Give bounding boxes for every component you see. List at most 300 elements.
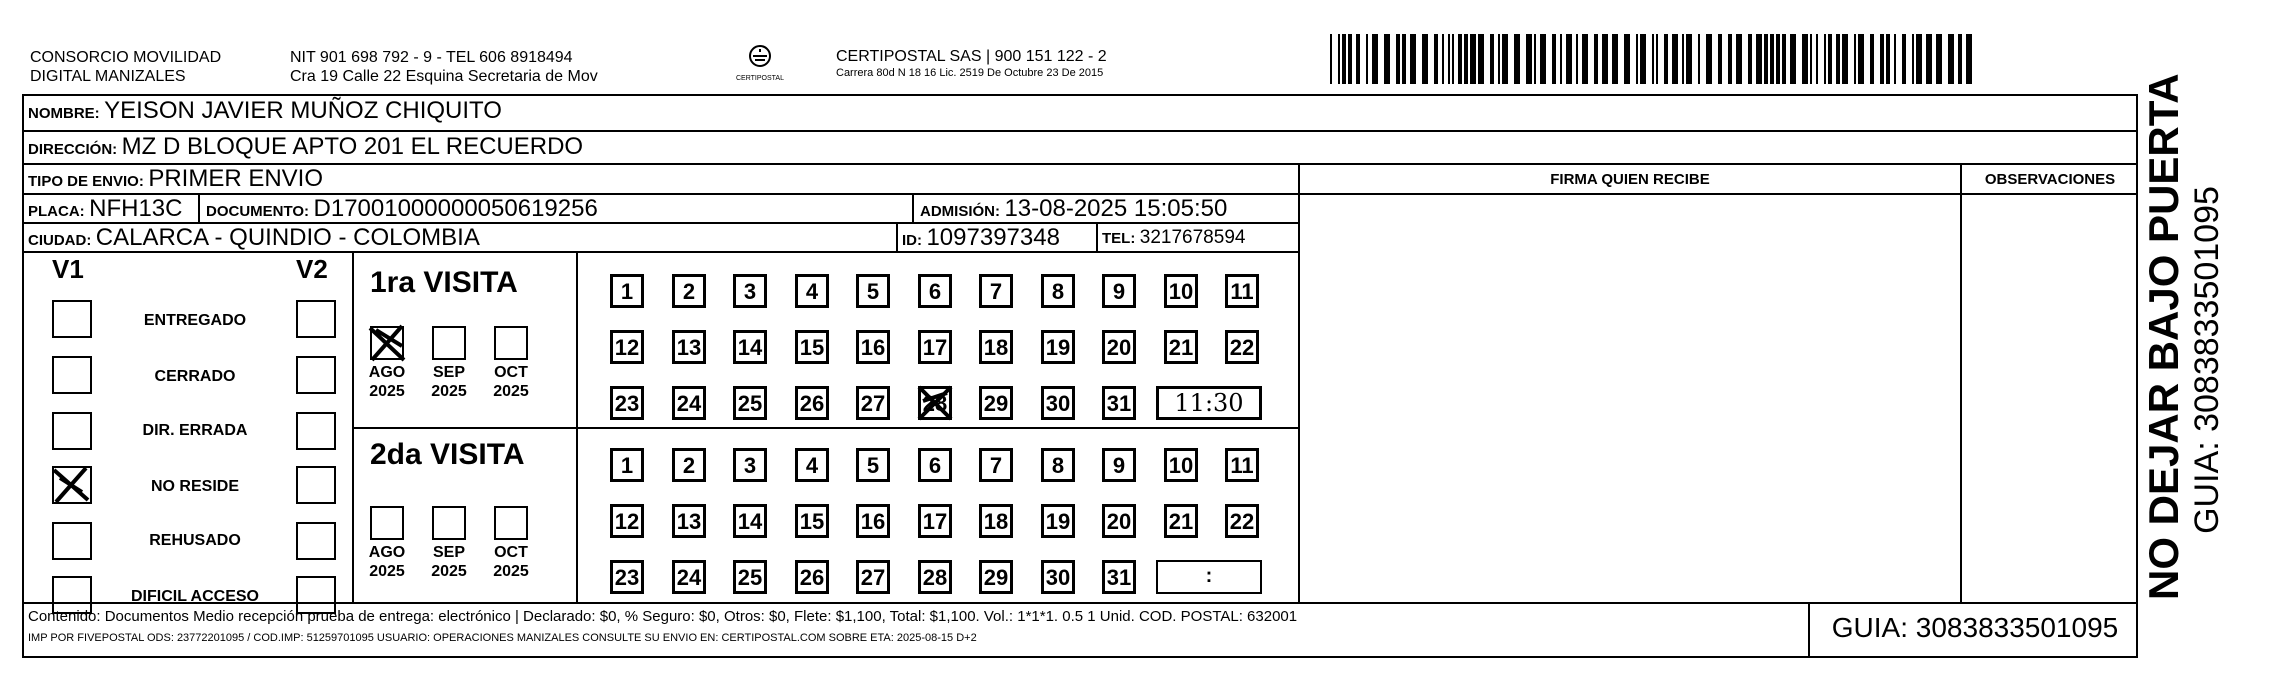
barcode-bar xyxy=(1624,34,1630,84)
barcode-bar xyxy=(1514,34,1520,84)
barcode-bar xyxy=(1602,34,1608,84)
day-number: 3 xyxy=(743,453,757,478)
certi-line1: CERTIPOSTAL SAS | 900 151 122 - 2 xyxy=(836,48,1107,65)
day-checkbox[interactable] xyxy=(918,448,952,482)
barcode-bar xyxy=(1442,34,1444,84)
day-number: 31 xyxy=(1106,391,1132,416)
day-checkbox[interactable] xyxy=(795,560,829,594)
v1-checkbox[interactable] xyxy=(52,522,92,560)
day-number: 1 xyxy=(620,279,634,304)
day-number: 27 xyxy=(860,391,886,416)
day-checkbox[interactable] xyxy=(733,560,767,594)
day-checkbox[interactable] xyxy=(795,386,829,420)
admision-row xyxy=(920,195,1227,223)
barcode-bar xyxy=(1410,34,1416,84)
day-checkbox[interactable] xyxy=(918,560,952,594)
day-checkbox[interactable] xyxy=(733,386,767,420)
side-banner xyxy=(2140,73,2250,600)
month-label xyxy=(362,363,412,401)
check-mark-icon xyxy=(915,383,955,423)
barcode-bar xyxy=(1958,34,1962,84)
day-checkbox[interactable] xyxy=(1225,448,1259,482)
footer-content: Contenido: Documentos Medio recepción prueba de entrega: electrónico | Declarado: $0, % Seguro: $0, Otros: $0, Flete: $1,100, Total: $1,100. Vol.: 1*1*1. 0.5 1 Unid. COD. POSTAL: 632001 xyxy=(28,608,1298,625)
day-number: 11 xyxy=(1230,453,1254,478)
month-year: 2025 xyxy=(369,383,405,400)
barcode-bar xyxy=(1816,34,1818,84)
placa-value: NFH13C xyxy=(89,195,183,222)
month-label xyxy=(486,363,536,401)
ciudad-row xyxy=(28,224,480,252)
v1-checkbox[interactable] xyxy=(52,412,92,450)
direccion-label: DIRECCIÓN: xyxy=(28,141,118,158)
id-label: ID: xyxy=(902,232,922,249)
barcode-bar xyxy=(1802,34,1808,84)
day-checkbox[interactable] xyxy=(1041,274,1075,308)
day-checkbox[interactable] xyxy=(795,274,829,308)
day-checkbox[interactable] xyxy=(733,274,767,308)
month-name: AGO xyxy=(368,544,406,561)
day-checkbox[interactable] xyxy=(610,274,644,308)
barcode-bar xyxy=(1916,34,1922,84)
side-big-text: NO DEJAR BAJO PUERTA xyxy=(2140,73,2187,600)
barcode-bar xyxy=(1470,34,1476,84)
barcode-bar xyxy=(1682,34,1684,84)
footer-guia: GUIA: 3083833501095 xyxy=(1831,612,2119,643)
day-checkbox[interactable] xyxy=(1102,448,1136,482)
month-label xyxy=(362,543,412,581)
day-number: 21 xyxy=(1168,335,1194,360)
day-checkbox[interactable] xyxy=(856,274,890,308)
tel-row xyxy=(1102,227,1245,249)
barcode-bar xyxy=(1870,34,1874,84)
month-label xyxy=(424,363,474,401)
barcode-bar xyxy=(1886,34,1890,84)
barcode-bar xyxy=(1560,34,1562,84)
barcode-bar xyxy=(1810,34,1812,84)
barcode-bar xyxy=(1384,34,1390,84)
day-checkbox[interactable] xyxy=(856,448,890,482)
barcode-bar xyxy=(1842,34,1848,84)
day-number: 13 xyxy=(676,509,702,534)
v2-checkbox[interactable] xyxy=(296,412,336,450)
day-checkbox[interactable] xyxy=(1102,330,1136,364)
status-label: ENTREGADO xyxy=(143,312,247,329)
day-number: 19 xyxy=(1045,335,1071,360)
barcode-bar xyxy=(1902,34,1906,84)
day-number: 15 xyxy=(799,509,825,534)
day-number: 22 xyxy=(1229,335,1255,360)
nombre-value: YEISON JAVIER MUÑOZ CHIQUITO xyxy=(104,97,502,124)
day-checkbox[interactable] xyxy=(918,274,952,308)
day-checkbox[interactable] xyxy=(856,504,890,538)
barcode-bar xyxy=(1526,34,1532,84)
month-name: OCT xyxy=(494,364,528,381)
barcode-bar xyxy=(1342,34,1346,84)
day-checkbox[interactable] xyxy=(979,560,1013,594)
check-mark-icon xyxy=(50,464,90,504)
day-number: 30 xyxy=(1045,565,1071,590)
day-checkbox[interactable] xyxy=(610,386,644,420)
day-number: 9 xyxy=(1112,453,1126,478)
day-number: 13 xyxy=(676,335,702,360)
day-number: 23 xyxy=(614,391,640,416)
barcode-bar xyxy=(1706,34,1712,84)
day-number: 26 xyxy=(799,391,825,416)
tel-value: 3217678594 xyxy=(1139,227,1246,248)
day-checkbox[interactable] xyxy=(610,560,644,594)
day-checkbox[interactable] xyxy=(979,386,1013,420)
day-checkbox[interactable] xyxy=(1102,560,1136,594)
month-year: 2025 xyxy=(493,563,529,580)
day-number: 18 xyxy=(983,509,1009,534)
placa-row xyxy=(28,195,182,223)
day-checkbox[interactable] xyxy=(733,504,767,538)
barcode-bar xyxy=(1686,34,1692,84)
barcode-bar xyxy=(1664,34,1668,84)
barcode-bar xyxy=(1880,34,1884,84)
barcode-bar xyxy=(1534,34,1536,84)
day-number: 5 xyxy=(866,279,880,304)
id-value: 1097397348 xyxy=(926,224,1060,251)
day-checkbox[interactable] xyxy=(1041,448,1075,482)
day-number: 6 xyxy=(928,453,942,478)
day-checkbox[interactable] xyxy=(918,504,952,538)
barcode-bar xyxy=(1824,34,1826,84)
barcode-bar xyxy=(1640,34,1646,84)
ciudad-value: CALARCA - QUINDIO - COLOMBIA xyxy=(95,224,480,251)
day-number: 26 xyxy=(799,565,825,590)
barcode-bar xyxy=(1452,34,1454,84)
day-checkbox[interactable] xyxy=(918,386,952,420)
barcode-bar xyxy=(1540,34,1546,84)
day-number: 27 xyxy=(860,565,886,590)
day-number: 2 xyxy=(682,453,696,478)
month-name: AGO xyxy=(368,364,406,381)
day-number: 2 xyxy=(682,279,696,304)
barcode-bar xyxy=(1966,34,1972,84)
day-number: 19 xyxy=(1045,509,1071,534)
day-number: 17 xyxy=(922,335,948,360)
barcode-bar xyxy=(1356,34,1360,84)
footer-imp: IMP POR FIVEPOSTAL ODS: 23772201095 / COD.IMP: 51259701095 USUARIO: OPERACIONES MANIZALES CONSULTE SU ENVIO EN: CERTIPOSTAL.COM SOBRE ETA: 2025-08-15 D+2 xyxy=(28,632,977,644)
day-checkbox[interactable] xyxy=(918,330,952,364)
day-checkbox[interactable] xyxy=(1102,386,1136,420)
day-number: 24 xyxy=(676,565,702,590)
documento-value: D17001000000050619256 xyxy=(313,195,598,222)
day-number: 20 xyxy=(1106,335,1132,360)
day-number: 8 xyxy=(1051,453,1065,478)
day-number: 25 xyxy=(737,565,763,590)
day-checkbox[interactable] xyxy=(979,504,1013,538)
barcode-bar xyxy=(1828,34,1832,84)
day-checkbox[interactable] xyxy=(1041,504,1075,538)
barcode-bar xyxy=(1566,34,1572,84)
v2-header: V2 xyxy=(296,254,328,284)
day-checkbox[interactable] xyxy=(856,386,890,420)
tipo-label: TIPO DE ENVIO: xyxy=(28,173,144,190)
month-name: SEP xyxy=(432,544,465,561)
barcode xyxy=(1330,34,1976,84)
month-checkbox[interactable] xyxy=(370,506,404,540)
barcode-bar xyxy=(1836,34,1840,84)
v1-header: V1 xyxy=(52,254,84,284)
barcode-bar xyxy=(1434,34,1438,84)
barcode-bar xyxy=(1736,34,1742,84)
day-number: 28 xyxy=(922,391,948,416)
day-checkbox[interactable] xyxy=(979,330,1013,364)
documento-label: DOCUMENTO: xyxy=(206,203,310,220)
day-checkbox[interactable] xyxy=(1164,504,1198,538)
month-checkbox[interactable] xyxy=(432,326,466,360)
day-checkbox[interactable] xyxy=(979,448,1013,482)
day-checkbox[interactable] xyxy=(856,560,890,594)
month-label xyxy=(486,543,536,581)
day-checkbox[interactable] xyxy=(1041,330,1075,364)
day-checkbox[interactable] xyxy=(672,330,706,364)
day-number: 5 xyxy=(866,453,880,478)
month-checkbox[interactable] xyxy=(432,506,466,540)
barcode-bar xyxy=(1770,34,1774,84)
day-number: 21 xyxy=(1168,509,1194,534)
day-number: 24 xyxy=(676,391,702,416)
day-number: 30 xyxy=(1045,391,1071,416)
v1-checkbox[interactable] xyxy=(52,356,92,394)
direccion-row xyxy=(28,133,583,161)
day-number: 14 xyxy=(737,509,763,534)
day-checkbox[interactable] xyxy=(795,448,829,482)
barcode-bar xyxy=(1756,34,1762,84)
month-year: 2025 xyxy=(431,383,467,400)
v2-checkbox[interactable] xyxy=(296,356,336,394)
col-divider xyxy=(896,222,898,252)
barcode-bar xyxy=(1576,34,1578,84)
day-number: 28 xyxy=(922,565,948,590)
visit1-title: 1ra VISITA xyxy=(370,266,518,299)
visit2-time-box[interactable]: : xyxy=(1156,560,1262,594)
day-checkbox[interactable] xyxy=(1164,330,1198,364)
day-checkbox[interactable] xyxy=(795,504,829,538)
barcode-bar xyxy=(1348,34,1352,84)
day-number: 29 xyxy=(983,391,1009,416)
day-checkbox[interactable] xyxy=(795,330,829,364)
day-checkbox[interactable] xyxy=(1102,274,1136,308)
day-checkbox[interactable] xyxy=(610,504,644,538)
v1-checkbox[interactable] xyxy=(52,466,92,504)
month-checkbox[interactable] xyxy=(494,506,528,540)
firma-header: FIRMA QUIEN RECIBE xyxy=(1550,171,1710,188)
month-label xyxy=(424,543,474,581)
month-year: 2025 xyxy=(369,563,405,580)
nombre-label: NOMBRE: xyxy=(28,105,100,122)
barcode-bar xyxy=(1448,34,1450,84)
day-number: 6 xyxy=(928,279,942,304)
check-mark-icon xyxy=(368,324,408,364)
barcode-bar xyxy=(1402,34,1406,84)
barcode-bar xyxy=(1728,34,1732,84)
barcode-bar xyxy=(1498,34,1500,84)
day-checkbox[interactable] xyxy=(1041,386,1075,420)
day-number: 12 xyxy=(614,509,640,534)
day-checkbox[interactable] xyxy=(610,448,644,482)
day-number: 18 xyxy=(983,335,1009,360)
tipo-row xyxy=(28,165,323,193)
barcode-bar xyxy=(1698,34,1700,84)
row-divider xyxy=(22,130,2138,132)
tipo-value: PRIMER ENVIO xyxy=(148,165,324,192)
barcode-bar xyxy=(1894,34,1896,84)
col-divider xyxy=(198,193,200,223)
day-checkbox[interactable] xyxy=(672,274,706,308)
barcode-bar xyxy=(1330,34,1332,84)
day-checkbox[interactable] xyxy=(733,448,767,482)
status-label: DIFICIL ACCESO xyxy=(130,588,259,605)
tel-label: TEL: xyxy=(1102,230,1136,247)
day-number: 16 xyxy=(860,335,886,360)
day-number: 11 xyxy=(1230,279,1254,304)
admision-label: ADMISIÓN: xyxy=(920,203,1000,220)
barcode-bar xyxy=(1464,34,1468,84)
col-divider xyxy=(1298,163,1300,604)
barcode-bar xyxy=(1458,34,1462,84)
nit-line1: NIT 901 698 792 - 9 - TEL 606 8918494 xyxy=(290,49,573,66)
barcode-bar xyxy=(1490,34,1494,84)
visit2-title: 2da VISITA xyxy=(370,438,525,471)
status-label: DIR. ERRADA xyxy=(142,422,248,439)
day-checkbox[interactable] xyxy=(1225,504,1259,538)
row-divider xyxy=(22,163,2138,165)
day-checkbox[interactable] xyxy=(1164,274,1198,308)
barcode-bar xyxy=(1790,34,1796,84)
id-row xyxy=(902,224,1060,252)
v2-checkbox[interactable] xyxy=(296,300,336,338)
month-year: 2025 xyxy=(493,383,529,400)
month-name: SEP xyxy=(432,364,465,381)
day-number: 1 xyxy=(620,453,634,478)
visit1-time-box[interactable]: 11:30 xyxy=(1156,386,1262,420)
barcode-bar xyxy=(1612,34,1618,84)
row-divider xyxy=(22,602,2138,604)
day-number: 31 xyxy=(1106,565,1132,590)
day-number: 9 xyxy=(1112,279,1126,304)
day-checkbox[interactable] xyxy=(672,560,706,594)
barcode-bar xyxy=(1718,34,1722,84)
company-line2: DIGITAL MANIZALES xyxy=(30,68,186,85)
certi-line2: Carrera 80d N 18 16 Lic. 2519 De Octubre 23 De 2015 xyxy=(836,67,1104,79)
status-label: NO RESIDE xyxy=(150,478,239,495)
placa-label: PLACA: xyxy=(28,203,85,220)
col-divider xyxy=(1096,222,1098,252)
day-checkbox[interactable] xyxy=(1225,274,1259,308)
barcode-bar xyxy=(1366,34,1368,84)
day-number: 10 xyxy=(1168,453,1194,478)
company-name xyxy=(30,48,221,86)
month-name: OCT xyxy=(494,544,528,561)
day-number: 7 xyxy=(989,279,1003,304)
day-number: 16 xyxy=(860,509,886,534)
barcode-bar xyxy=(1936,34,1942,84)
day-checkbox[interactable] xyxy=(610,330,644,364)
barcode-bar xyxy=(1594,34,1598,84)
barcode-bar xyxy=(1764,34,1768,84)
day-checkbox[interactable] xyxy=(672,448,706,482)
month-year: 2025 xyxy=(431,563,467,580)
barcode-bar xyxy=(1582,34,1588,84)
barcode-bar xyxy=(1656,34,1658,84)
barcode-bar xyxy=(1372,34,1378,84)
col-divider xyxy=(1808,602,1810,658)
certipostal-logo xyxy=(730,44,790,86)
barcode-bar xyxy=(1652,34,1654,84)
day-number: 4 xyxy=(805,279,819,304)
day-checkbox[interactable] xyxy=(1041,560,1075,594)
day-checkbox[interactable] xyxy=(1102,504,1136,538)
barcode-bar xyxy=(1636,34,1638,84)
barcode-bar xyxy=(1926,34,1932,84)
day-checkbox[interactable] xyxy=(672,386,706,420)
barcode-bar xyxy=(1782,34,1786,84)
month-checkbox[interactable] xyxy=(370,326,404,360)
logo-icon xyxy=(745,44,775,70)
day-number: 25 xyxy=(737,391,763,416)
day-number: 15 xyxy=(799,335,825,360)
month-checkbox[interactable] xyxy=(494,326,528,360)
v1-checkbox[interactable] xyxy=(52,300,92,338)
day-number: 10 xyxy=(1168,279,1194,304)
barcode-bar xyxy=(1338,34,1340,84)
documento-row xyxy=(206,195,598,223)
day-number: 4 xyxy=(805,453,819,478)
barcode-bar xyxy=(1854,34,1856,84)
col-divider xyxy=(912,193,914,223)
day-number: 8 xyxy=(1051,279,1065,304)
observaciones-header: OBSERVACIONES xyxy=(1984,171,2116,188)
day-checkbox[interactable] xyxy=(979,274,1013,308)
direccion-value: MZ D BLOQUE APTO 201 EL RECUERDO xyxy=(121,133,584,160)
company-line1: CONSORCIO MOVILIDAD xyxy=(30,49,222,66)
v2-checkbox[interactable] xyxy=(296,522,336,560)
barcode-bar xyxy=(1552,34,1556,84)
day-checkbox[interactable] xyxy=(1164,448,1198,482)
day-number: 17 xyxy=(922,509,948,534)
barcode-bar xyxy=(1502,34,1508,84)
nit-line2: Cra 19 Calle 22 Esquina Secretaria de Mov xyxy=(290,68,598,85)
day-number: 22 xyxy=(1229,509,1255,534)
v2-checkbox[interactable] xyxy=(296,466,336,504)
barcode-bar xyxy=(1748,34,1752,84)
day-number: 3 xyxy=(743,279,757,304)
day-checkbox[interactable] xyxy=(672,504,706,538)
barcode-bar xyxy=(1422,34,1428,84)
side-guia-text: GUIA: 3083833501095 xyxy=(2188,186,2226,534)
status-label: CERRADO xyxy=(154,368,236,385)
barcode-bar xyxy=(1396,34,1400,84)
day-number: 20 xyxy=(1106,509,1132,534)
col-divider xyxy=(1960,163,1962,604)
company-nit xyxy=(290,48,598,86)
day-checkbox[interactable] xyxy=(856,330,890,364)
admision-value: 13-08-2025 15:05:50 xyxy=(1004,195,1228,222)
barcode-bar xyxy=(1912,34,1914,84)
certipostal-info xyxy=(836,47,1107,81)
day-checkbox[interactable] xyxy=(1225,330,1259,364)
day-checkbox[interactable] xyxy=(733,330,767,364)
barcode-bar xyxy=(1858,34,1864,84)
ciudad-label: CIUDAD: xyxy=(28,232,92,249)
logo-text: CERTIPOSTAL xyxy=(736,75,784,82)
day-number: 14 xyxy=(737,335,763,360)
barcode-bar xyxy=(1776,34,1780,84)
visit-divider xyxy=(352,427,1300,429)
